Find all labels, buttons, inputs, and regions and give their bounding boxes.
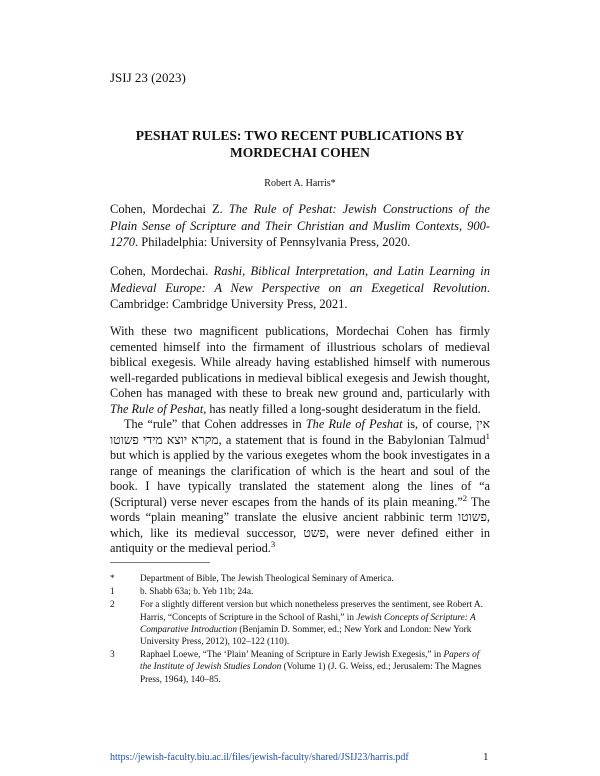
p1-end: , has neatly filled a long-sought desideratum in the field. <box>203 401 481 416</box>
footnote-1 <box>110 586 490 598</box>
footnote-text: Department of Bible, The Jewish Theological Seminary of America. <box>140 574 394 584</box>
p2-text-b: is, of course, <box>402 417 477 431</box>
book-1-title: The Rule of Peshat: Jewish Constructions of the Plain Sense of Scripture and Their Christian and Muslim Contexts, 900-1270 <box>110 202 490 249</box>
reviewed-book-2 <box>110 263 490 313</box>
p2-text-c: , a statement that is found in the Babylonian Talmud <box>218 432 486 447</box>
hebrew-term-peshat: פשט <box>303 525 326 540</box>
footnote-mark: 2 <box>110 600 115 611</box>
title-line-2: MORDECHAI COHEN <box>230 145 370 160</box>
fn2-pre: For a slightly different version but which nonetheless preserves the sentiment, see Robert A. Harris, “Concepts of Scripture in the School of Rashi,” in <box>140 600 483 623</box>
p2-text-f: , which, like its medieval successor, <box>110 510 490 540</box>
hebrew-quote: אין מקרא יוצא מידי פשוטו <box>110 417 490 447</box>
p2-text-e: The words “plain meaning” translate the elusive ancient rabbinic term <box>110 494 490 524</box>
journal-header: JSIJ 23 (2023) <box>110 70 186 85</box>
fn2-title: Jewish Concepts of Scripture: A Comparative Introduction <box>140 612 476 635</box>
reviewed-book-1 <box>110 201 490 251</box>
footnotes <box>110 573 490 687</box>
page-number: 1 <box>483 751 489 763</box>
p2-book-title: The Rule of Peshat <box>305 417 403 431</box>
p2-text-d: but which is applied by the various exegetes whom the book investigates in a range of meanings the clarification of which is the heart and soul of the book. I have typically translated the statement along the lines of “a (Scriptural) verse never escapes from the hands of its plain meaning.” <box>110 448 490 509</box>
body-text <box>110 324 490 557</box>
article-title <box>110 127 490 161</box>
footnote-mark: 3 <box>110 650 115 661</box>
fn2-post: (Benjamin D. Sommer, ed.; New York and London: New York University Press, 2012), 102–122 (110). <box>140 624 472 648</box>
p2-text-a: The “rule” that Cohen addresses in <box>124 417 306 431</box>
article-url-link[interactable]: https://jewish-faculty.biu.ac.il/files/jewish-faculty/shared/JSIJ23/harris.pdf <box>110 752 409 763</box>
footnote-ref-1[interactable]: 1 <box>485 430 490 441</box>
book-2-author: Cohen, Mordechai. <box>110 264 214 278</box>
book-1-publisher: . Philadelphia: University of Pennsylvania Press, 2020. <box>135 235 411 249</box>
fn3-pre: Raphael Loewe, “The ‘Plain’ Meaning of Scripture in Early Jewish Exegesis,” in <box>140 650 444 661</box>
footnote-text: b. Shabb 63a; b. Yeb 11b; 24a. <box>140 587 254 598</box>
footnote-mark: * <box>110 574 115 584</box>
title-line-1: PESHAT RULES: TWO RECENT PUBLICATIONS BY <box>135 128 465 143</box>
footnote-2 <box>110 599 490 648</box>
book-2-publisher: . Cambridge: Cambridge University Press, 2021. <box>110 280 490 311</box>
p1-text: With these two magnificent publications, Mordechai Cohen has firmly cemented himself into the firmament of illustrious scholars of medieval biblical exegesis. While already having established himself with numerous well-regarded publications in medieval biblical exegesis and Jewish thought, Cohen has managed with these to break new ground and, particularly with <box>110 324 490 400</box>
fn3-post: (Volume 1) (J. G. Weiss, ed.; Jerusalem: The Magnes Press, 1964), 140–85. <box>140 662 482 685</box>
hebrew-term-peshuto: פשוטו <box>458 510 487 524</box>
paragraph-2 <box>110 417 490 557</box>
paragraph-1 <box>110 324 490 417</box>
book-2-title: Rashi, Biblical Interpretation, and Latin Learning in Medieval Europe: A New Perspective on an Exegetical Revolution <box>110 264 491 295</box>
footnote-ref-2[interactable]: 2 <box>462 492 468 503</box>
fn3-title: Papers of the Institute of Jewish Studies London <box>140 650 480 673</box>
footnote-3 <box>110 649 490 686</box>
footnote-text <box>140 599 490 648</box>
book-1-author: Cohen, Mordechai Z. <box>110 202 229 216</box>
p2-text-g: , were never defined either in antiquity or the medieval period. <box>110 525 491 555</box>
footnote-ref-3[interactable]: 3 <box>270 538 276 549</box>
footnote-text <box>140 649 490 686</box>
p1-book-title: The Rule of Peshat <box>110 401 204 416</box>
footnote-mark: 1 <box>110 587 115 598</box>
footnote-star <box>110 573 490 585</box>
footnote-divider <box>110 562 210 563</box>
article-author: Robert A. Harris* <box>264 178 336 189</box>
